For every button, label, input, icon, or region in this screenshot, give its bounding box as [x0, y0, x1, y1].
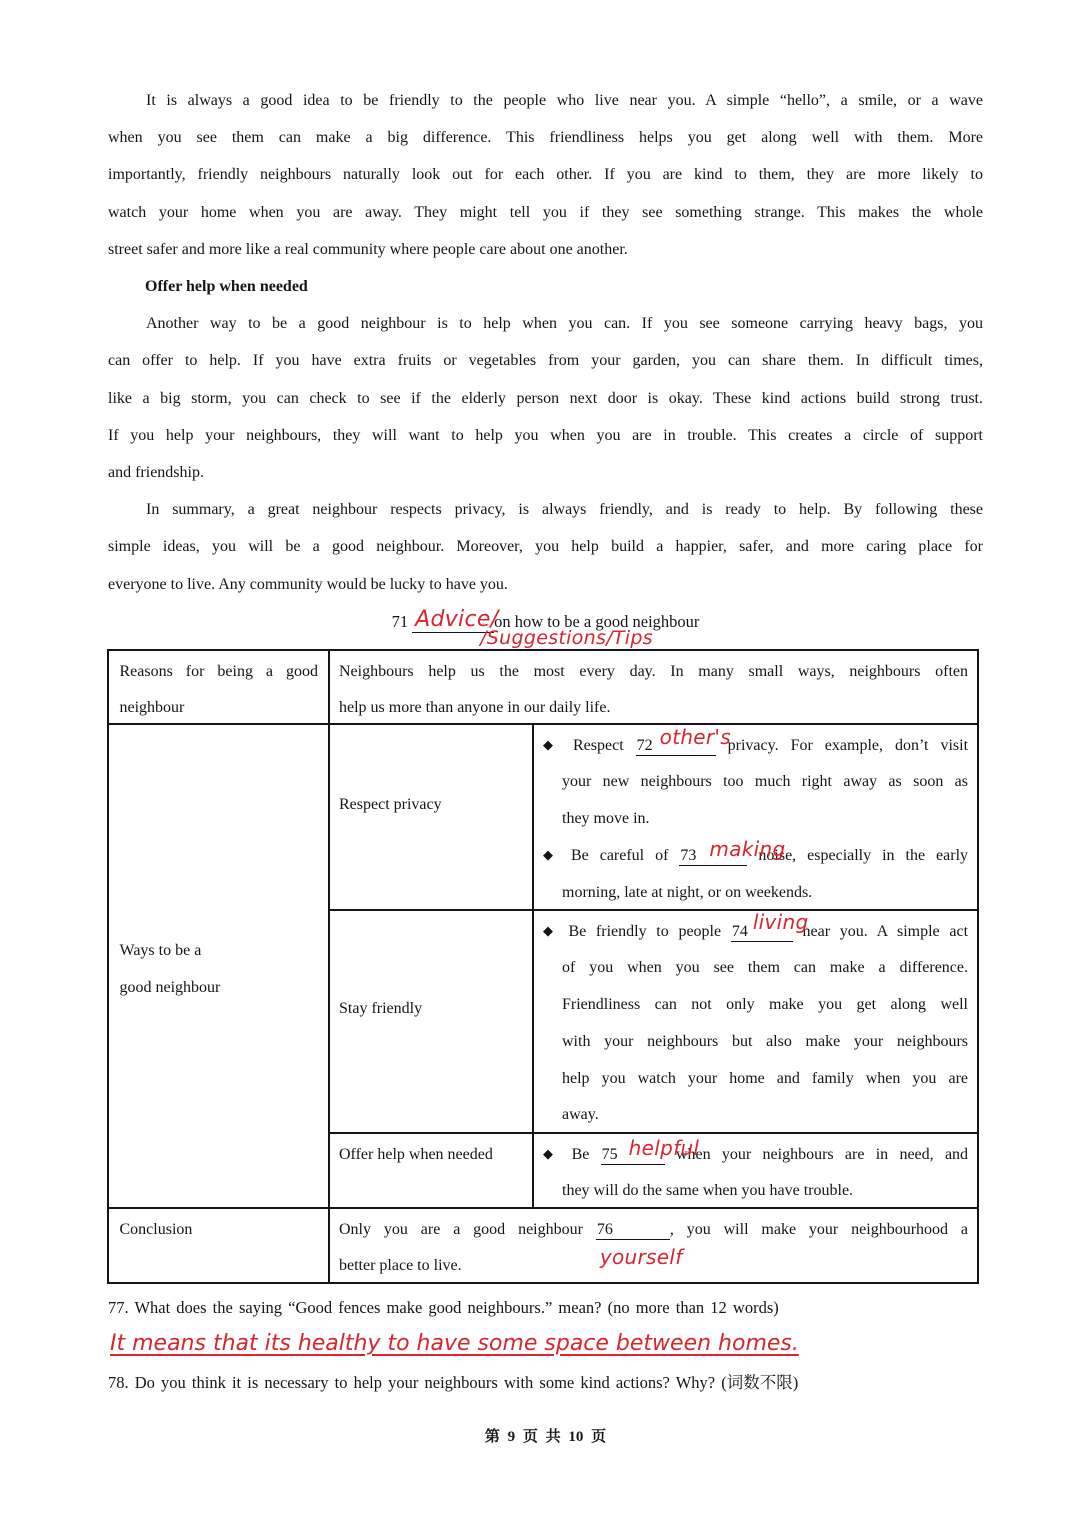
conclusion-line: better place to live. — [339, 1257, 462, 1275]
handwritten-answer-71: Advice/ — [415, 606, 499, 632]
item-continuation-line: your new neighbours too much right away as soon as — [562, 773, 968, 791]
item-text-before: Be — [571, 1145, 590, 1163]
page-number-footer: 第 9 页 共 10 页 — [484, 1429, 607, 1445]
item-continuation-line: with your neighbours but also make your neighbours — [562, 1032, 968, 1050]
offer-help-items-cell — [534, 1134, 978, 1208]
item-continuation-line: away. — [562, 1106, 599, 1124]
passage-line: and friendship. — [108, 464, 204, 482]
passage-line: watch your home when you are away. They might tell you if they see something strange. This makes the whole — [108, 203, 983, 221]
question-number-71: 71 — [391, 611, 409, 631]
ways-label-line: good neighbour — [119, 979, 221, 997]
handwritten-answer-77: It means that its healthy to have some space between homes. — [110, 1331, 799, 1356]
passage-line: In summary, a great neighbour respects privacy, is always friendly, and is ready to help. By following these — [146, 501, 983, 519]
item-continuation-line: Friendliness can not only make you get along well — [562, 996, 968, 1014]
question-78: 78. Do you think it is necessary to help your neighbours with some kind actions? Why? (词数不限) — [108, 1373, 799, 1392]
item-text-before: Respect — [573, 736, 624, 754]
ways-label-cell — [109, 725, 329, 1208]
question-77: 77. What does the saying “Good fences make good neighbours.” mean? (no more than 12 words) — [108, 1298, 779, 1317]
item-continuation-line: morning, late at night, or on weekends. — [562, 883, 813, 901]
diamond-bullet-icon: ◆ — [543, 923, 559, 939]
answer-blank-73 — [679, 837, 786, 866]
answer-blank-76 — [596, 1220, 683, 1269]
answer-blank-74 — [731, 909, 809, 942]
conclusion-text-after: , you will make your neighbourhood a — [669, 1220, 969, 1238]
conclusion-label: Conclusion — [119, 1220, 193, 1238]
stay-friendly-label-cell — [330, 911, 533, 1133]
blank-number: 74 — [731, 922, 748, 940]
reasons-label-line: Reasons for being a good — [119, 662, 318, 680]
handwritten-answer-76: yourself — [599, 1244, 683, 1269]
passage-line: importantly, friendly neighbours naturally look out for each other. If you are kind to them, they are more likely to — [108, 166, 983, 184]
handwritten-answer-75: helpful — [628, 1135, 700, 1160]
handwritten-answer-71-alt: /Suggestions/Tips — [480, 626, 653, 649]
table-title — [108, 603, 983, 649]
bullet-item-73 — [543, 838, 968, 875]
passage-line: simple ideas, you will be a good neighbour. Moreover, you help build a happier, safer, and more caring place for — [108, 538, 983, 556]
reasons-text-line: Neighbours help us the most every day. In many small ways, neighbours often — [339, 662, 968, 680]
item-text-after: noise, especially in the early — [758, 846, 969, 864]
item-text-after: when your neighbours are in need, and — [675, 1145, 969, 1163]
blank-number: 73 — [680, 846, 697, 864]
section-heading: Offer help when needed — [145, 278, 308, 296]
bullet-item-72 — [543, 724, 969, 765]
passage-line: when you see them can make a big difference. This friendliness helps you get along well with them. More — [108, 129, 983, 147]
blank-number: 75 — [601, 1145, 618, 1163]
stay-friendly-label: Stay friendly — [339, 1000, 423, 1018]
diamond-bullet-icon: ◆ — [543, 1146, 561, 1162]
offer-help-label-cell — [330, 1134, 533, 1208]
passage-line: like a big storm, you can check to see if the elderly person next door is okay. These kind actions build strong trust. — [108, 389, 983, 407]
reading-passage — [108, 82, 983, 649]
answer-blank-72 — [636, 724, 731, 756]
diamond-bullet-icon: ◆ — [543, 847, 560, 863]
passage-line: It is always a good idea to be friendly to the people who live near you. A simple “hello”, a smile, or a wave — [146, 92, 983, 109]
blank-number: 76 — [596, 1220, 613, 1238]
respect-privacy-label-cell — [330, 725, 533, 910]
reasons-text-cell — [330, 651, 978, 724]
respect-privacy-label: Respect privacy — [339, 795, 442, 813]
handwritten-answer-72: other's — [659, 724, 731, 749]
conclusion-label-cell — [109, 1209, 329, 1283]
offer-help-label: Offer help when needed — [339, 1145, 493, 1163]
passage-line: can offer to help. If you have extra fruits or vegetables from your garden, you can share them. In difficult times, — [108, 352, 983, 370]
table-title-text: on how to be a good neighbour — [494, 611, 700, 631]
conclusion-text-before: Only you are a good neighbour — [339, 1220, 583, 1238]
respect-privacy-items-cell — [534, 725, 978, 910]
stay-friendly-items-cell — [534, 911, 978, 1133]
item-text-before: Be friendly to people — [568, 922, 722, 940]
item-continuation-line: help you watch your home and family when you are — [562, 1069, 968, 1087]
passage-line: If you help your neighbours, they will want to help you when you are in trouble. This creates a circle of support — [108, 426, 983, 444]
handwritten-answer-73: making — [709, 837, 786, 862]
passage-line: street safer and more like a real community where people care about one another. — [108, 240, 628, 258]
summary-table — [107, 649, 979, 1284]
reasons-label-line: neighbour — [119, 699, 185, 717]
item-continuation-line: of you when you see them can make a difference. — [562, 959, 968, 977]
reasons-text-line: help us more than anyone in our daily life. — [339, 699, 611, 717]
passage-line: Another way to be a good neighbour is to help when you can. If you see someone carrying heavy bags, you — [146, 315, 983, 333]
item-continuation-line: they will do the same when you have trouble. — [562, 1182, 854, 1200]
bullet-item-75 — [543, 1137, 968, 1174]
passage-line: everyone to live. Any community would be lucky to have you. — [108, 575, 508, 593]
handwritten-answer-74: living — [752, 909, 809, 934]
conclusion-text-cell — [330, 1209, 978, 1283]
diamond-bullet-icon: ◆ — [543, 737, 561, 753]
item-text-before: Be careful of — [570, 846, 669, 864]
blank-number: 72 — [636, 736, 653, 754]
item-text-after: privacy. For example, don’t visit — [727, 736, 969, 754]
answer-blank-75 — [601, 1135, 700, 1165]
item-continuation-line: they move in. — [562, 810, 650, 828]
item-text-after: near you. A simple act — [802, 922, 969, 940]
ways-label-line: Ways to be a — [119, 942, 202, 960]
reasons-label-cell — [109, 651, 329, 724]
bullet-item-74 — [543, 909, 969, 951]
